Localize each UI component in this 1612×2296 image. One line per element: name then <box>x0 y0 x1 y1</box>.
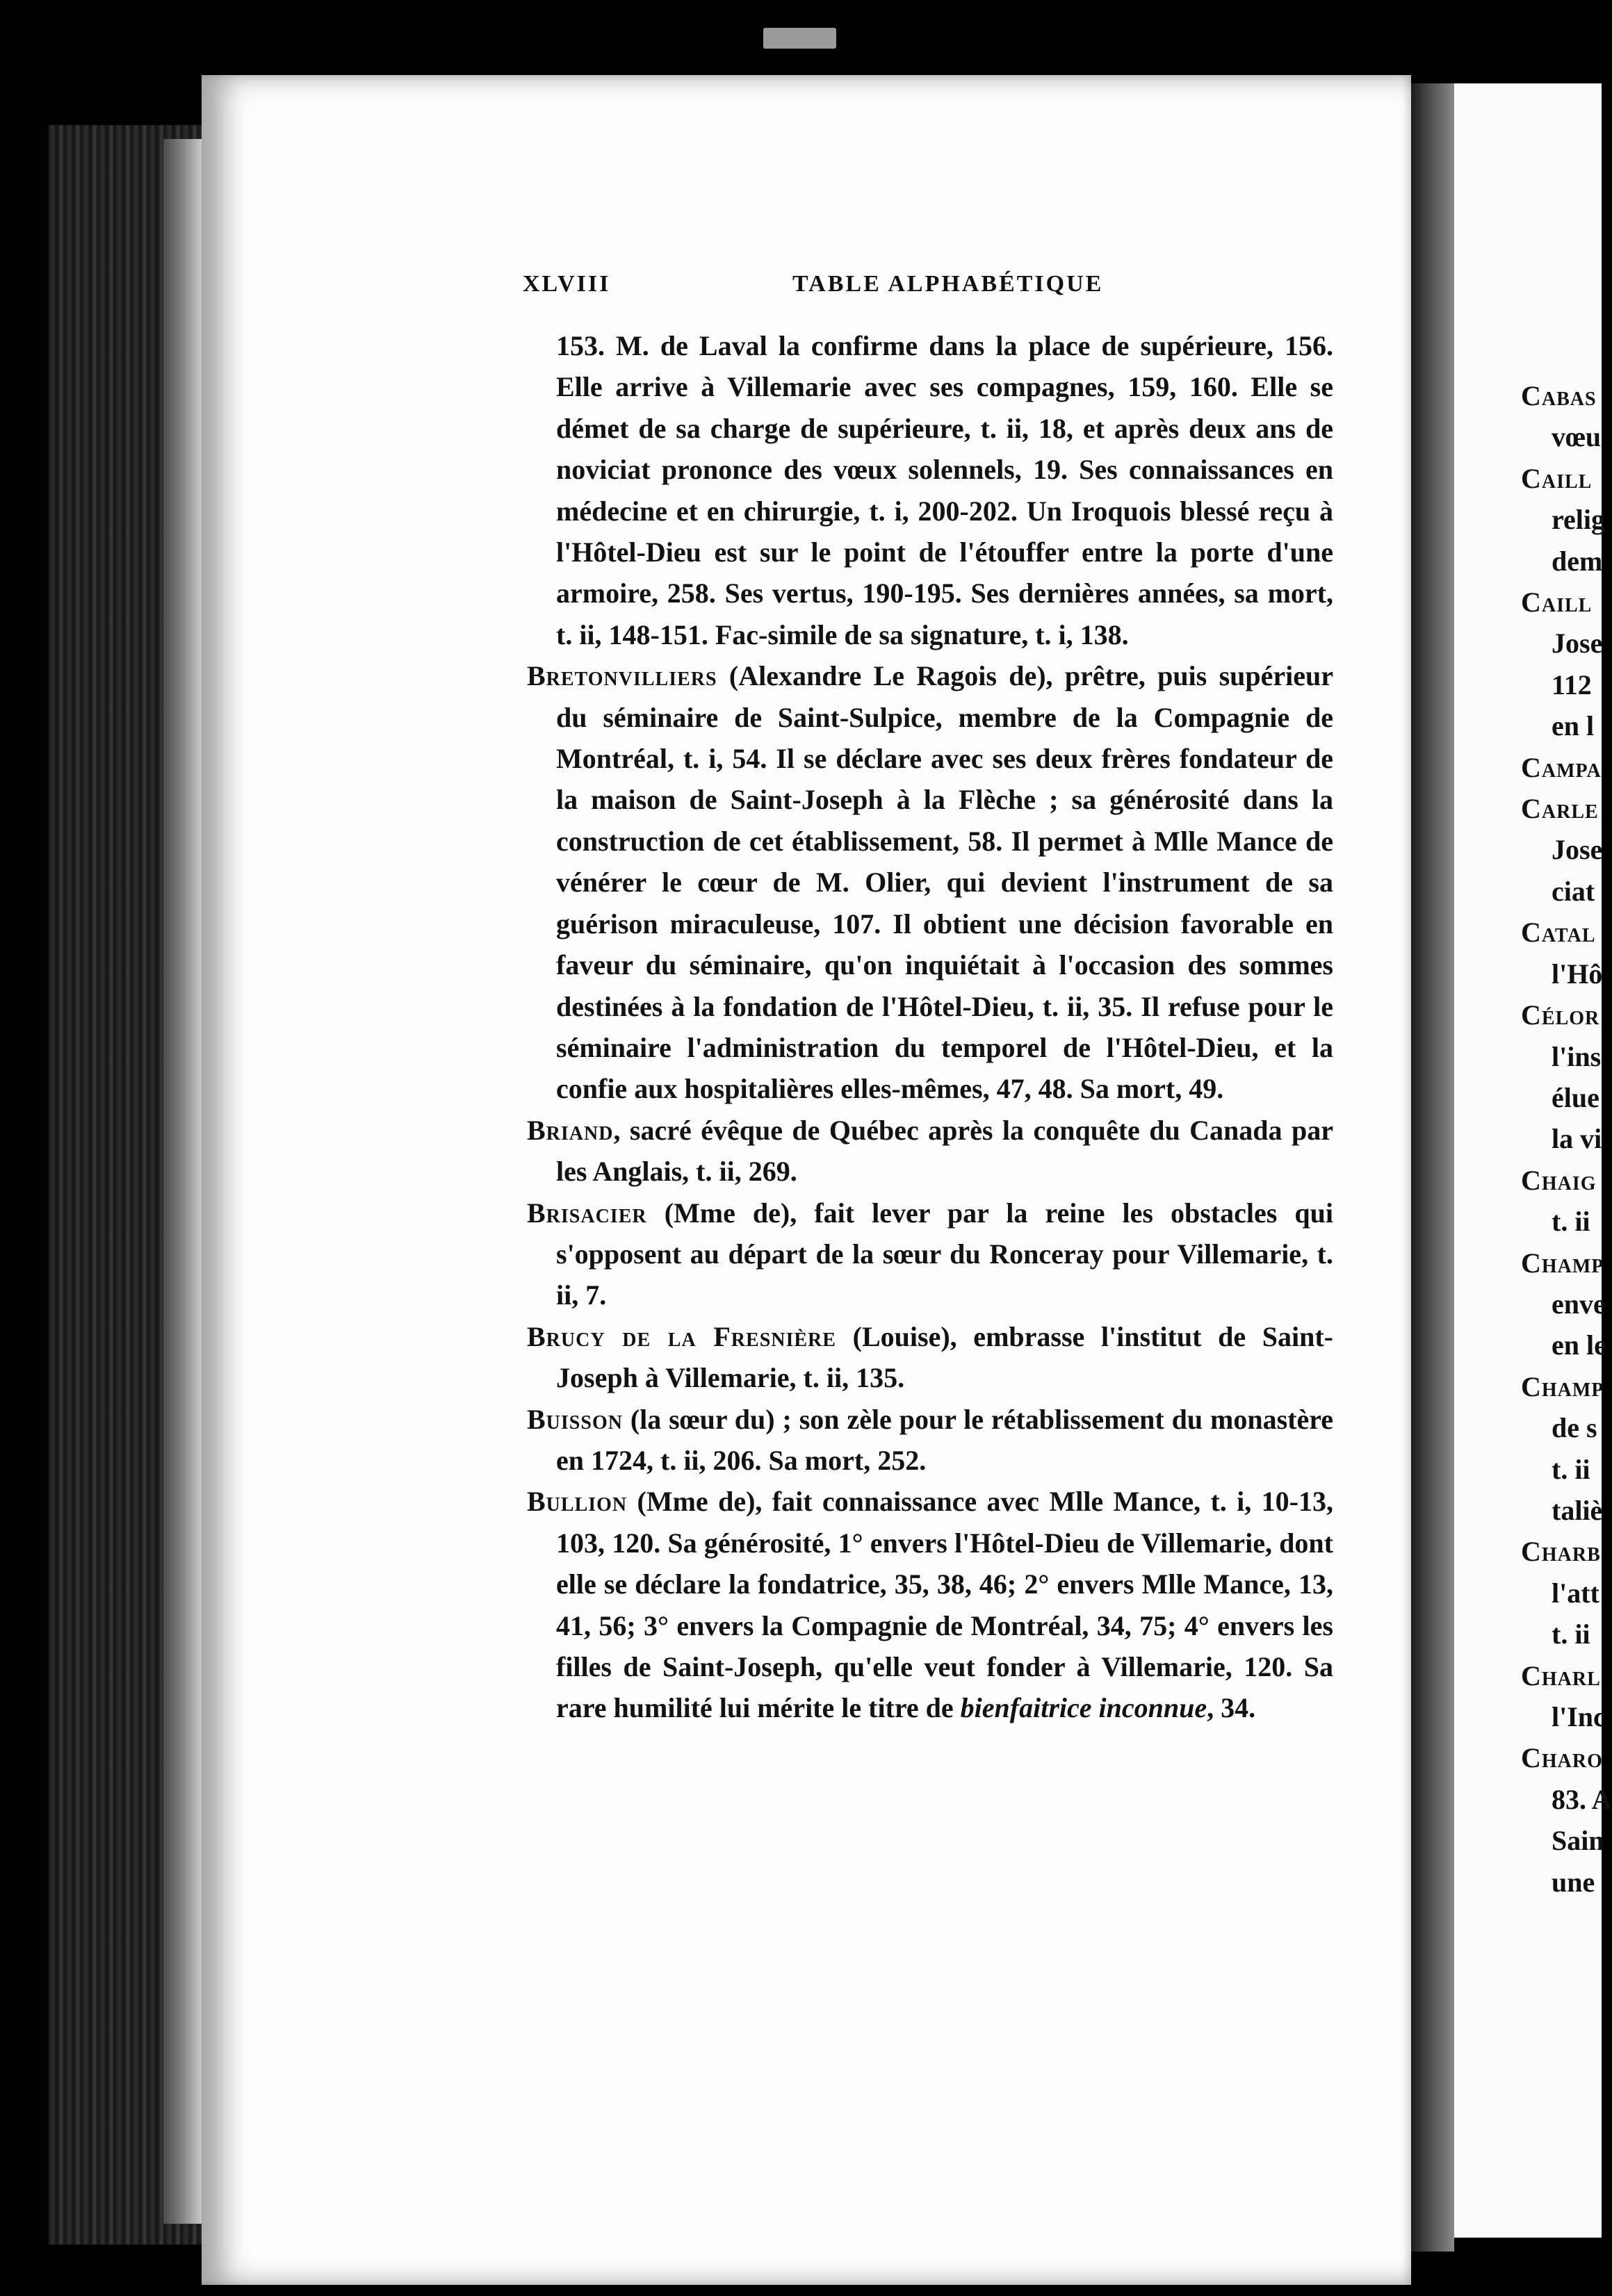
entry-italic: bienfaitrice inconnue <box>960 1692 1207 1724</box>
index-entries <box>527 325 1333 1729</box>
next-page-fragment: Champ <box>1521 1247 1604 1279</box>
next-page-text-fragments <box>1521 375 1612 1903</box>
next-page-fragment: t. ii <box>1552 1453 1590 1485</box>
binding-gutter <box>163 139 205 2224</box>
next-page-fragment: vœu <box>1552 421 1602 453</box>
index-entry <box>527 1399 1333 1482</box>
index-entry <box>527 325 1333 655</box>
next-page-fragment: de s <box>1552 1412 1597 1444</box>
entry-text: (la sœur du) ; son zèle pour le rétablissement du monastère en 1724, t. ii, 206. Sa mort, 252. <box>556 1403 1333 1476</box>
page-number: XLVIII <box>523 271 611 297</box>
scanner-clip <box>763 28 836 49</box>
entry-headword: Brucy de la Fresnière <box>527 1320 836 1352</box>
next-page-fragment: la vi <box>1552 1123 1602 1155</box>
next-page-fragment: Carle <box>1521 793 1599 825</box>
next-page-fragment: dem <box>1552 545 1603 577</box>
next-page-fragment: Célor <box>1521 999 1600 1031</box>
next-page-fragment: Charl <box>1521 1659 1601 1691</box>
next-page-fragment: Charo <box>1521 1742 1603 1774</box>
entry-headword: Briand <box>527 1114 614 1146</box>
entry-tail: , 34. <box>1207 1692 1256 1724</box>
next-page-fragment: en le <box>1552 1329 1606 1361</box>
next-page-fragment: l'Inc <box>1552 1701 1606 1732</box>
next-page-fragment: Charb <box>1521 1536 1601 1568</box>
index-entry <box>527 1316 1333 1399</box>
next-page-fragment: enve <box>1552 1288 1606 1320</box>
next-page-fragment: l'att <box>1552 1577 1599 1609</box>
next-page-fragment: ciat <box>1552 875 1595 907</box>
next-page-fragment: Caill <box>1521 587 1593 618</box>
entry-text: 153. M. de Laval la confirme dans la place de supérieure, 156. Elle arrive à Villemarie avec ses compagnes, 159, 160. Elle se démet de sa charge de supérieure, t. ii, 18, et après deux ans de noviciat prononce des vœux solennels, 19. Ses connaissances en médecine et en chirurgie, t. i, 200-202. Un Iroquois blessé reçu à l'Hôtel-Dieu est sur le point de l'étouffer entre la porte d'une armoire, 258. Ses vertus, 190-195. Ses dernières années, sa mort, t. ii, 148-151. Fac-simile de sa signature, t. i, 138. <box>556 330 1333 650</box>
page-gutter-shadow <box>1411 83 1454 2252</box>
index-entry <box>527 1481 1333 1728</box>
entry-headword: Bullion <box>527 1486 628 1518</box>
next-page-fragment: Caill <box>1521 462 1593 494</box>
next-page-fragment: Jose <box>1552 834 1603 866</box>
next-page-fragment: en l <box>1552 710 1595 742</box>
entry-text: , sacré évêque de Québec après la conquête du Canada par les Anglais, t. ii, 269. <box>556 1114 1333 1188</box>
index-entry <box>527 1110 1333 1192</box>
next-page-fragment: Jose <box>1552 628 1603 659</box>
next-page-fragment: élue <box>1552 1081 1599 1113</box>
running-head: TABLE ALPHABÉTIQUE <box>792 271 1104 297</box>
next-page-fragment: t. ii <box>1552 1206 1590 1238</box>
entry-text: (Mme de), fait connaissance avec Mlle Mance, t. i, 10-13, 103, 120. Sa générosité, 1° envers l'Hôtel-Dieu de Villemarie, dont elle se déclare la fondatrice, 35, 38, 46; 2° envers Mlle Mance, 13, 41, 56; 3° envers la Compagnie de Montréal, 34, 75; 4° envers les filles de Saint-Joseph, qu'elle veut fonder à Villemarie, 120. Sa rare humilité lui mérite le titre de <box>556 1486 1333 1724</box>
next-page-fragment: l'ins <box>1552 1040 1602 1072</box>
entry-text: (Alexandre Le Ragois de), prêtre, puis supérieur du séminaire de Saint-Sulpice, membre de la Compagnie de Montréal, t. i, 54. Il se déclare avec ses deux frères fondateur de la maison de Saint-Joseph à la Flèche ; sa générosité dans la construction de cet établissement, 58. Il permet à Mlle Mance de vénérer le cœur de M. Olier, qui devient l'instrument de sa guérison miraculeuse, 107. Il obtient une décision favorable en faveur du séminaire, qu'on inquiétait à l'occasion des sommes destinées à la fondation de l'Hôtel-Dieu, t. ii, 35. Il refuse pour le séminaire l'administration du temporel de l'Hôtel-Dieu, et la confie aux hospitalières elles-mêmes, 47, 48. Sa mort, 49. <box>556 660 1333 1105</box>
next-page-fragment: Catal <box>1521 917 1596 949</box>
entry-headword: Bretonvilliers <box>527 660 717 692</box>
entry-headword: Brisacier <box>527 1197 647 1229</box>
index-entry <box>527 655 1333 1109</box>
next-page-fragment: 112 <box>1552 669 1592 700</box>
next-page-fragment: Chaig <box>1521 1164 1597 1196</box>
entry-text: (Louise), embrasse l'institut de Saint-Joseph à Villemarie, t. ii, 135. <box>556 1320 1333 1394</box>
next-page-fragment: Sain <box>1552 1825 1604 1857</box>
next-page-fragment: Cabas <box>1521 380 1597 411</box>
next-page-fragment: t. ii <box>1552 1618 1590 1650</box>
entry-headword: Buisson <box>527 1403 623 1435</box>
next-page-fragment: taliè <box>1552 1494 1603 1526</box>
next-page-fragment: 83. A <box>1552 1783 1612 1815</box>
next-page-fragment: l'Hô <box>1552 958 1603 990</box>
next-page-fragment: Campa <box>1521 751 1602 783</box>
next-page-fragment: relig <box>1552 504 1606 536</box>
entry-text: (Mme de), fait lever par la reine les obstacles qui s'opposent au départ de la sœur du Ronceray pour Villemarie, t. ii, 7. <box>556 1197 1333 1311</box>
next-page-fragment: une <box>1552 1866 1595 1898</box>
index-entry <box>527 1192 1333 1316</box>
next-page-fragment: Champ <box>1521 1370 1604 1402</box>
